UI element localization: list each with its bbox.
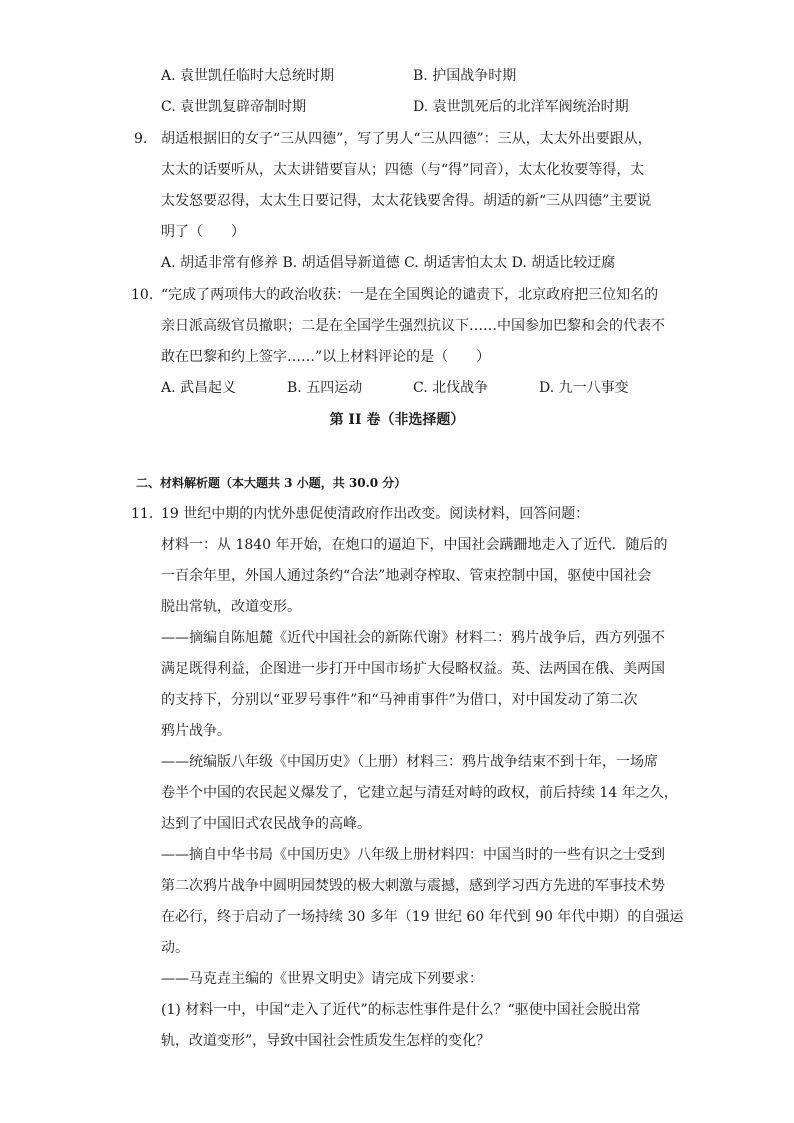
material-line: 达到了中国旧式农民战争的高峰。 (161, 816, 371, 832)
material-line: 的支持下，分别以“亚罗号事件”和“马神甫事件”为借口，对中国发动了第二次 (161, 692, 638, 708)
q10-option-a: A. 武昌起义 (161, 380, 237, 396)
sub-question-line: (1) 材料一中，中国“走入了近代”的标志性事件是什么？“驱使中国社会脱出常 (161, 1002, 641, 1018)
material-line: 一百余年里，外国人通过条约“合法”地剥夺榨取、管束控制中国，驱使中国社会 (161, 568, 652, 584)
material-line: ——马克垚主编的《世界文明史》请完成下列要求： (161, 971, 483, 987)
material-line: 卷半个中国的农民起义爆发了，它建立起与清廷对峙的政权，前后持续 14 年之久， (161, 785, 678, 801)
material-line: 满足既得利益，企图进一步打开中国市场扩大侵略权益。英、法两国在俄、美两国 (161, 661, 665, 677)
material-line: 动。 (161, 940, 189, 956)
question-number: 11. (131, 506, 154, 522)
question-text-line: 胡适根据旧的女子“三从四德”，写了男人“三从四德”：三从，太太外出要跟从， (161, 131, 652, 147)
question-text-line: 亲日派高级官员撤职；二是在全国学生强烈抗议下……中国参加巴黎和会的代表不 (161, 318, 665, 334)
q8-option-c: C. 袁世凯复辟帝制时期 (161, 99, 307, 115)
material-line: ——摘自中华书局《中国历史》八年级上册材料四：中国当时的一些有识之士受到 (161, 847, 665, 863)
material-line: ——摘编自陈旭麓《近代中国社会的新陈代谢》材料二：鸦片战争后，西方列强不 (161, 630, 665, 646)
question-text-line: 明了（ ） (161, 224, 245, 240)
material-line: ——统编版八年级《中国历史》（上册）材料三：鸦片战争结束不到十年，一场席 (161, 754, 658, 770)
question-text-line: 太太的话要听从，太太讲错要盲从；四德（与“得”同音），太太化妆要等得，太 (161, 162, 645, 178)
question-text-line: 太发怒要忍得，太太生日要记得，太太花钱要舍得。胡适的新“三从四德”主要说 (161, 193, 652, 209)
question-text-line: 敢在巴黎和约上签字……”以上材料评论的是（ ） (161, 349, 491, 365)
sub-question-line: 轨，改道变形”，导致中国社会性质发生怎样的变化？ (161, 1033, 491, 1049)
section-title: 二、材料解析题（本大题共 3 小题，共 30.0 分） (136, 476, 407, 490)
material-line: 在必行，终于启动了一场持续 30 多年（19 世纪 60 年代到 90 年代中期）的自强运 (161, 909, 684, 925)
q10-option-d: D. 九一八事变 (539, 380, 629, 396)
question-text-line: 19 世纪中期的内忧外患促使清政府作出改变。阅读材料，回答问题： (161, 506, 590, 522)
material-line: 脱出常轨，改道变形。 (161, 599, 301, 615)
material-line: 第二次鸦片战争中圆明园焚毁的极大刺激与震撼，感到学习西方先进的军事技术势 (161, 878, 665, 894)
material-line: 鸦片战争。 (161, 723, 231, 739)
q8-option-b: B. 护国战争时期 (413, 68, 517, 84)
q9-options: A. 胡适非常有修养 B. 胡适倡导新道德 C. 胡适害怕太太 D. 胡适比较迂腐 (161, 255, 616, 271)
question-text-line: “完成了两项伟大的政治收获：一是在全国舆论的谴责下，北京政府把三位知名的 (161, 287, 659, 303)
q8-option-d: D. 袁世凯死后的北洋军阀统治时期 (413, 99, 629, 115)
question-number: 10. (131, 287, 154, 303)
material-line: 材料一：从 1840 年开始，在炮口的逼迫下，中国社会蹒跚地走入了近代．随后的 (161, 537, 668, 553)
volume-title: 第 II 卷（非选择题） (329, 412, 465, 428)
q8-option-a: A. 袁世凯任临时大总统时期 (161, 68, 335, 84)
q10-option-b: B. 五四运动 (287, 380, 363, 396)
q10-option-c: C. 北伐战争 (413, 380, 489, 396)
question-number: 9. (134, 131, 148, 147)
